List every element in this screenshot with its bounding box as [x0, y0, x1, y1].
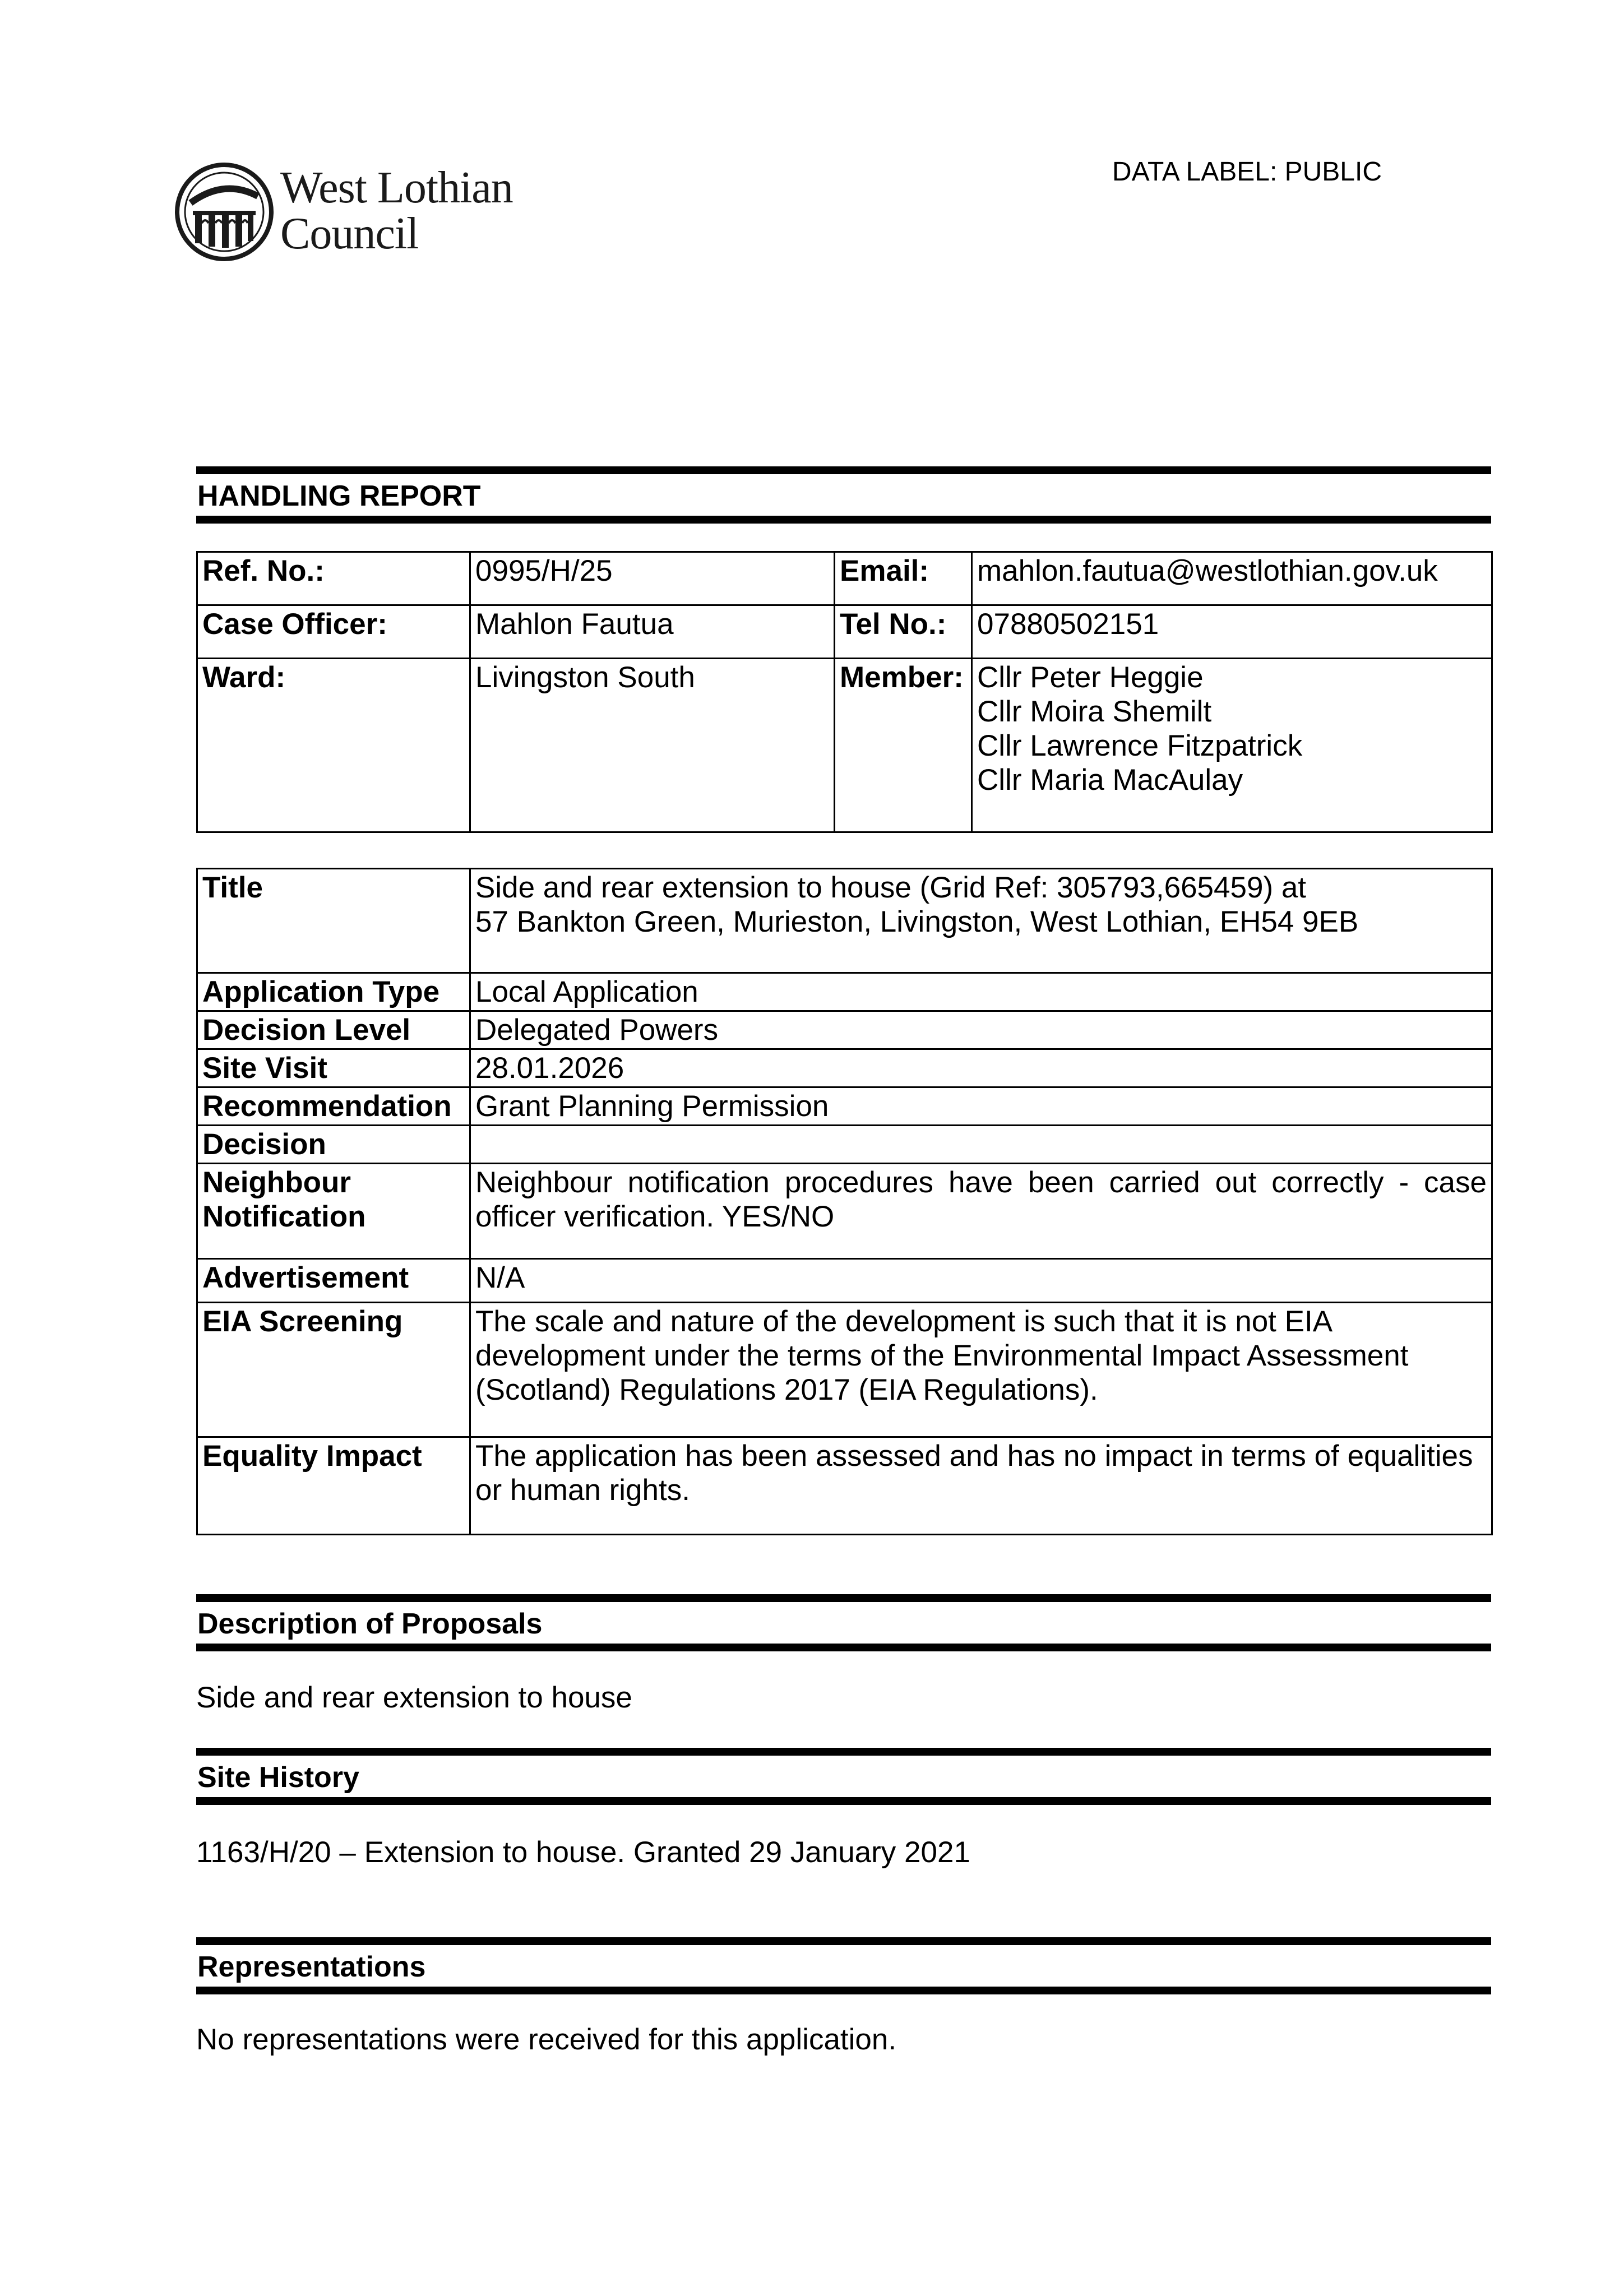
equality-impact-label: Equality Impact — [197, 1437, 470, 1535]
advertisement-value: N/A — [470, 1259, 1492, 1303]
logo-line-2: Council — [280, 209, 419, 258]
viaduct-emblem-icon — [174, 161, 275, 262]
neighbour-notification-value: Neighbour notification procedures have been carried out correctly - case officer verification. YES/NO — [470, 1164, 1492, 1259]
tel-value: 07880502151 — [972, 605, 1492, 659]
recommendation-value: Grant Planning Permission — [470, 1087, 1492, 1126]
ward-label: Ward: — [197, 659, 470, 832]
eia-screening-value: The scale and nature of the development is such that it is not EIA development under the terms of the Environmental Impact Assessment (Scotland) Regulations 2017 (EIA Regulations). — [470, 1303, 1492, 1437]
table-row — [197, 1049, 1492, 1087]
advertisement-label: Advertisement — [197, 1259, 470, 1303]
members-list — [972, 659, 1492, 832]
representations-section-header — [196, 1937, 1491, 1994]
site-history-heading: Site History — [197, 1761, 359, 1794]
table-row — [197, 1087, 1492, 1126]
recommendation-label: Recommendation — [197, 1087, 470, 1126]
table-row — [197, 1126, 1492, 1164]
logo-wordmark — [280, 165, 513, 257]
ref-label: Ref. No.: — [197, 552, 470, 605]
table-row — [197, 605, 1492, 659]
table-row — [197, 973, 1492, 1011]
equality-impact-value: The application has been assessed and has no impact in terms of equalities or human rights. — [470, 1437, 1492, 1535]
member-label: Member: — [835, 659, 972, 832]
description-text: Side and rear extension to house — [196, 1681, 632, 1714]
decision-value — [470, 1126, 1492, 1164]
table-row — [197, 869, 1492, 973]
logo-line-1: West Lothian — [280, 163, 513, 212]
description-section-header — [196, 1594, 1491, 1651]
member-item: Cllr Lawrence Fitzpatrick — [977, 729, 1303, 762]
member-item: Cllr Maria MacAulay — [977, 763, 1243, 797]
representations-heading: Representations — [197, 1951, 426, 1983]
neighbour-notification-label: Neighbour Notification — [197, 1164, 470, 1259]
site-visit-label: Site Visit — [197, 1049, 470, 1087]
table-row — [197, 1437, 1492, 1535]
table-row — [197, 659, 1492, 832]
table-row — [197, 552, 1492, 605]
decision-level-label: Decision Level — [197, 1011, 470, 1049]
representations-text: No representations were received for this application. — [196, 2023, 897, 2056]
table-row — [197, 1259, 1492, 1303]
application-type-value: Local Application — [470, 973, 1492, 1011]
member-item: Cllr Moira Shemilt — [977, 695, 1212, 728]
decision-label: Decision — [197, 1126, 470, 1164]
council-logo — [174, 161, 555, 268]
case-officer-label: Case Officer: — [197, 605, 470, 659]
eia-screening-label: EIA Screening — [197, 1303, 470, 1437]
decision-level-value: Delegated Powers — [470, 1011, 1492, 1049]
title-value: Side and rear extension to house (Grid Ref: 305793,665459) at 57 Bankton Green, Murieston, Livingston, West Lothian, EH54 9EB — [470, 869, 1492, 973]
handling-report-header — [196, 466, 1491, 524]
table-row — [197, 1303, 1492, 1437]
tel-label: Tel No.: — [835, 605, 972, 659]
email-label: Email: — [835, 552, 972, 605]
site-history-text: 1163/H/20 – Extension to house. Granted 29 January 2021 — [196, 1836, 970, 1869]
ward-value: Livingston South — [470, 659, 835, 832]
site-visit-value: 28.01.2026 — [470, 1049, 1492, 1087]
case-info-table — [196, 551, 1493, 833]
handling-report-heading: HANDLING REPORT — [197, 480, 481, 512]
application-type-label: Application Type — [197, 973, 470, 1011]
site-history-section-header — [196, 1748, 1491, 1805]
application-details-table — [196, 868, 1493, 1535]
description-heading: Description of Proposals — [197, 1608, 543, 1640]
member-item: Cllr Peter Heggie — [977, 661, 1204, 694]
case-officer-value: Mahlon Fautua — [470, 605, 835, 659]
ref-value: 0995/H/25 — [470, 552, 835, 605]
email-value: mahlon.fautua@westlothian.gov.uk — [972, 552, 1492, 605]
data-label: DATA LABEL: PUBLIC — [1112, 157, 1382, 187]
table-row — [197, 1011, 1492, 1049]
title-label: Title — [197, 869, 470, 973]
table-row — [197, 1164, 1492, 1259]
